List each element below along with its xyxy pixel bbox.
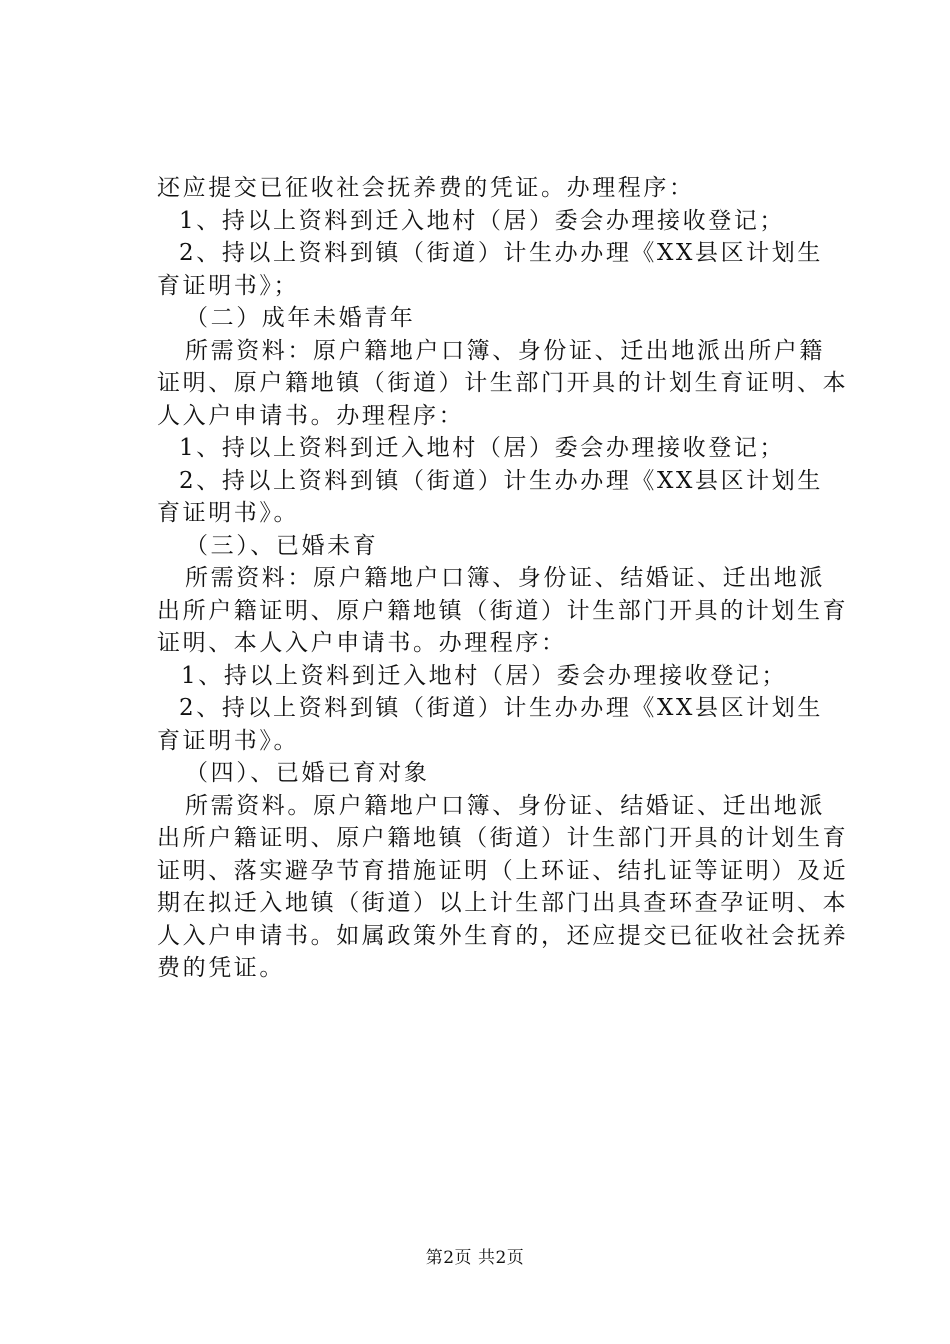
required-materials: 所需资料：原户籍地户口簿、身份证、结婚证、迁出地派 — [185, 565, 825, 591]
body-line: 人入户申请书。办理程序： — [157, 402, 465, 429]
body-line: 育证明书》。 — [157, 727, 300, 754]
body-line: 出所户籍证明、原户籍地镇（街道）计生部门开具的计划生育 — [157, 825, 849, 851]
procedure-step-1: 1、持以上资料到迁入地村（居）委会办理接收登记； — [179, 207, 786, 234]
section-heading-3: （三）、已婚未育 — [185, 532, 379, 559]
body-line: 育证明书》； — [157, 272, 300, 299]
required-materials: 所需资料。原户籍地户口簿、身份证、结婚证、迁出地派 — [185, 792, 825, 819]
body-line: 证明、本人入户申请书。办理程序： — [157, 630, 567, 656]
document-body — [157, 172, 849, 985]
body-line: 费的凭证。 — [157, 955, 285, 981]
body-line: 期在拟迁入地镇（街道）以上计生部门出具查环查孕证明、本 — [157, 890, 849, 916]
body-line: 证明、原户籍地镇（街道）计生部门开具的计划生育证明、本 — [157, 370, 849, 396]
section-heading-4: （四）、已婚已育对象 — [185, 760, 430, 786]
section-heading-2: （二）成年未婚青年 — [185, 305, 416, 331]
procedure-step-2: 2、持以上资料到镇（街道）计生办办理《XX县区计划生 — [179, 695, 823, 721]
procedure-step-1: 1、持以上资料到迁入地村（居）委会办理接收登记； — [179, 435, 786, 461]
body-line: 证明、落实避孕节育措施证明（上环证、结扎证等证明）及近 — [157, 857, 849, 884]
body-line: 出所户籍证明、原户籍地镇（街道）计生部门开具的计划生育 — [157, 597, 849, 624]
procedure-step-2: 2、持以上资料到镇（街道）计生办办理《XX县区计划生 — [179, 240, 823, 266]
page-number-footer: 第2页 共2页 — [425, 1248, 525, 1268]
required-materials: 所需资料：原户籍地户口簿、身份证、迁出地派出所户籍 — [185, 337, 825, 364]
procedure-step-2: 2、持以上资料到镇（街道）计生办办理《XX县区计划生 — [179, 467, 823, 494]
body-line: 育证明书》。 — [157, 500, 300, 526]
procedure-step-1: 1、持以上资料到迁入地村（居）委会办理接收登记； — [181, 662, 788, 689]
body-line: 还应提交已征收社会抚养费的凭证。办理程序： — [157, 175, 695, 201]
body-line: 人入户申请书。如属政策外生育的，还应提交已征收社会抚养 — [157, 922, 849, 949]
